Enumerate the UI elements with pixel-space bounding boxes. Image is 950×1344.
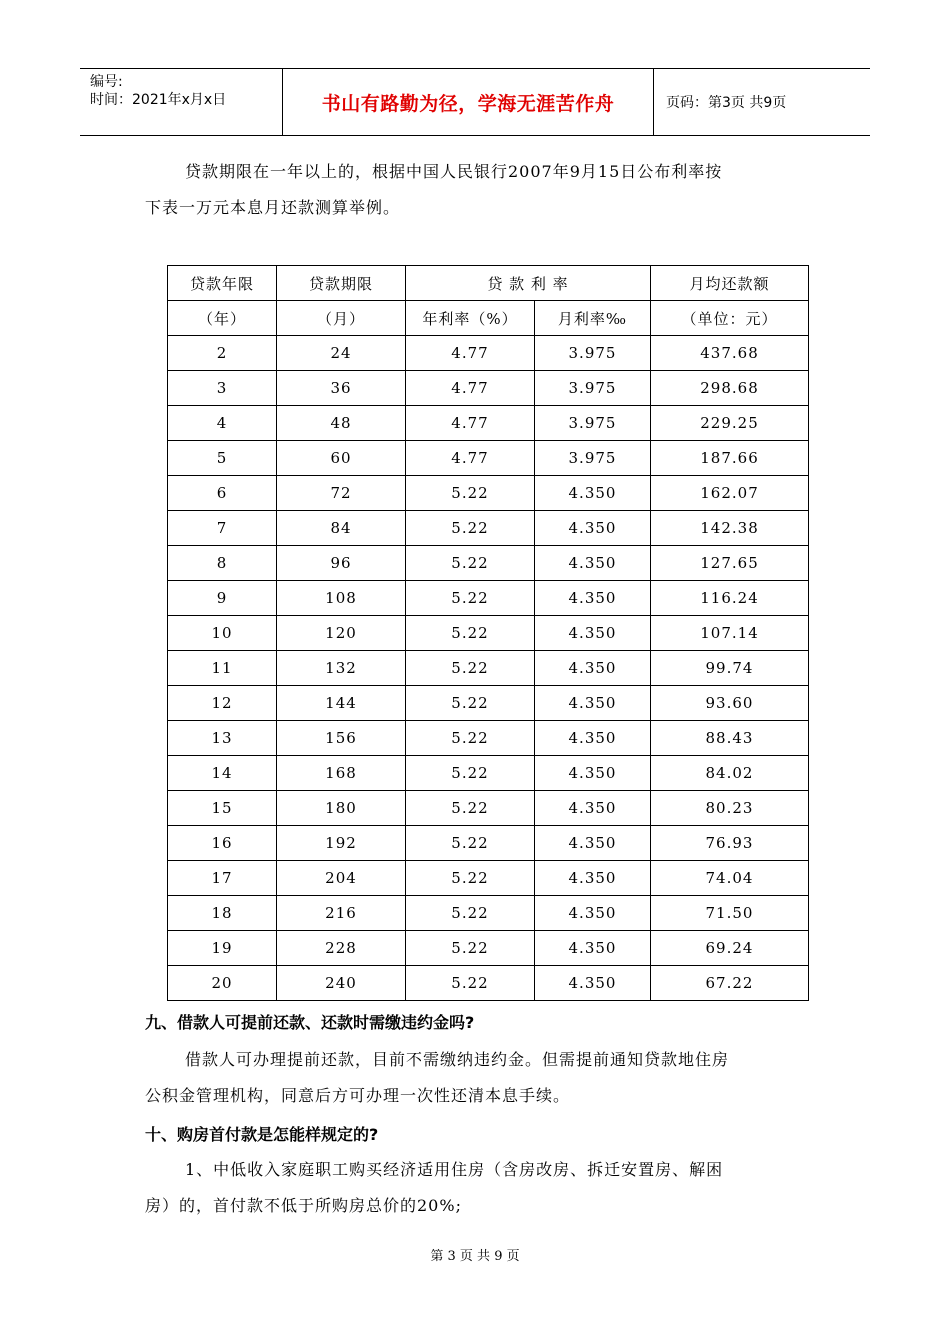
- cell-years: 4: [168, 406, 277, 441]
- table-row: [168, 476, 809, 511]
- intro-paragraph: [145, 154, 805, 226]
- cell-years: 13: [168, 721, 277, 756]
- intro-line-1: 贷款期限在一年以上的，根据中国人民银行2007年9月15日公布利率按: [185, 162, 723, 181]
- table-row: [168, 931, 809, 966]
- cell-payment: 93.60: [651, 686, 809, 721]
- cell-payment: 88.43: [651, 721, 809, 756]
- section-10-line-2: 房）的，首付款不低于所购房总价的20%;: [145, 1196, 462, 1215]
- cell-months: 36: [277, 371, 406, 406]
- cell-annual-rate: 5.22: [406, 581, 535, 616]
- repayment-table: [167, 265, 809, 1001]
- cell-months: 144: [277, 686, 406, 721]
- section-9-line-2: 公积金管理机构，同意后方可办理一次性还清本息手续。: [145, 1086, 571, 1105]
- table-row: [168, 651, 809, 686]
- cell-payment: 187.66: [651, 441, 809, 476]
- cell-annual-rate: 5.22: [406, 826, 535, 861]
- section-9-paragraph: [145, 1042, 805, 1114]
- cell-years: 2: [168, 336, 277, 371]
- cell-annual-rate: 4.77: [406, 371, 535, 406]
- cell-years: 16: [168, 826, 277, 861]
- cell-monthly-rate: 3.975: [535, 336, 651, 371]
- cell-annual-rate: 5.22: [406, 931, 535, 966]
- table-row: [168, 441, 809, 476]
- cell-years: 3: [168, 371, 277, 406]
- cell-years: 11: [168, 651, 277, 686]
- cell-annual-rate: 5.22: [406, 511, 535, 546]
- cell-monthly-rate: 4.350: [535, 861, 651, 896]
- cell-annual-rate: 5.22: [406, 896, 535, 931]
- header-years-unit: （年）: [168, 301, 277, 336]
- cell-payment: 437.68: [651, 336, 809, 371]
- cell-payment: 99.74: [651, 651, 809, 686]
- intro-line-2: 下表一万元本息月还款测算举例。: [145, 198, 401, 217]
- table-body: [168, 336, 809, 1001]
- header-annual-rate: 年利率（%）: [406, 301, 535, 336]
- cell-payment: 67.22: [651, 966, 809, 1001]
- cell-payment: 80.23: [651, 791, 809, 826]
- cell-months: 168: [277, 756, 406, 791]
- cell-monthly-rate: 4.350: [535, 966, 651, 1001]
- cell-months: 204: [277, 861, 406, 896]
- header-meta: [80, 69, 282, 135]
- cell-months: 180: [277, 791, 406, 826]
- table-row: [168, 861, 809, 896]
- header-payment-unit: （单位：元）: [651, 301, 809, 336]
- cell-years: 10: [168, 616, 277, 651]
- cell-years: 7: [168, 511, 277, 546]
- table-row: [168, 546, 809, 581]
- cell-annual-rate: 5.22: [406, 966, 535, 1001]
- cell-years: 20: [168, 966, 277, 1001]
- table-row: [168, 966, 809, 1001]
- table-row: [168, 406, 809, 441]
- table-row: [168, 756, 809, 791]
- cell-payment: 84.02: [651, 756, 809, 791]
- header-years: 贷款年限: [168, 266, 277, 301]
- cell-monthly-rate: 4.350: [535, 826, 651, 861]
- cell-years: 15: [168, 791, 277, 826]
- cell-annual-rate: 5.22: [406, 546, 535, 581]
- cell-annual-rate: 4.77: [406, 406, 535, 441]
- table-row: [168, 511, 809, 546]
- cell-payment: 127.65: [651, 546, 809, 581]
- table-row: [168, 721, 809, 756]
- cell-months: 96: [277, 546, 406, 581]
- cell-monthly-rate: 4.350: [535, 686, 651, 721]
- cell-monthly-rate: 4.350: [535, 511, 651, 546]
- cell-months: 24: [277, 336, 406, 371]
- section-9-heading: 九、借款人可提前还款、还款时需缴违约金吗?: [145, 1013, 475, 1032]
- table-row: [168, 896, 809, 931]
- cell-payment: 69.24: [651, 931, 809, 966]
- cell-annual-rate: 5.22: [406, 476, 535, 511]
- cell-payment: 162.07: [651, 476, 809, 511]
- cell-annual-rate: 4.77: [406, 441, 535, 476]
- document-id-label: 编号:: [90, 74, 123, 90]
- cell-months: 48: [277, 406, 406, 441]
- header-motto: 书山有路勤为径，学海无涯苦作舟: [282, 69, 654, 135]
- cell-annual-rate: 4.77: [406, 336, 535, 371]
- cell-months: 120: [277, 616, 406, 651]
- cell-monthly-rate: 4.350: [535, 721, 651, 756]
- cell-payment: 116.24: [651, 581, 809, 616]
- document-time: 时间：2021年x月x日: [90, 92, 227, 108]
- cell-monthly-rate: 4.350: [535, 616, 651, 651]
- section-10-paragraph: [145, 1152, 805, 1224]
- header-months: 贷款期限: [277, 266, 406, 301]
- cell-monthly-rate: 3.975: [535, 371, 651, 406]
- cell-annual-rate: 5.22: [406, 756, 535, 791]
- cell-payment: 107.14: [651, 616, 809, 651]
- cell-years: 8: [168, 546, 277, 581]
- cell-monthly-rate: 4.350: [535, 651, 651, 686]
- cell-monthly-rate: 3.975: [535, 441, 651, 476]
- cell-annual-rate: 5.22: [406, 721, 535, 756]
- cell-months: 156: [277, 721, 406, 756]
- table-row: [168, 581, 809, 616]
- cell-payment: 298.68: [651, 371, 809, 406]
- cell-years: 19: [168, 931, 277, 966]
- table-row: [168, 791, 809, 826]
- cell-monthly-rate: 4.350: [535, 756, 651, 791]
- cell-months: 84: [277, 511, 406, 546]
- header-monthly-rate: 月利率‰: [535, 301, 651, 336]
- cell-monthly-rate: 4.350: [535, 476, 651, 511]
- cell-monthly-rate: 4.350: [535, 546, 651, 581]
- cell-years: 12: [168, 686, 277, 721]
- cell-years: 18: [168, 896, 277, 931]
- cell-monthly-rate: 4.350: [535, 791, 651, 826]
- cell-payment: 74.04: [651, 861, 809, 896]
- cell-monthly-rate: 4.350: [535, 896, 651, 931]
- cell-annual-rate: 5.22: [406, 616, 535, 651]
- table-row: [168, 336, 809, 371]
- cell-years: 6: [168, 476, 277, 511]
- cell-monthly-rate: 3.975: [535, 406, 651, 441]
- header-page-info: 页码：第3页 共9页: [666, 95, 787, 111]
- section-9-line-1: 借款人可办理提前还款，目前不需缴纳违约金。但需提前通知贷款地住房: [185, 1050, 730, 1069]
- cell-months: 192: [277, 826, 406, 861]
- cell-payment: 229.25: [651, 406, 809, 441]
- cell-years: 17: [168, 861, 277, 896]
- table-row: [168, 826, 809, 861]
- header-rate: 贷 款 利 率: [406, 266, 651, 301]
- cell-months: 228: [277, 931, 406, 966]
- cell-annual-rate: 5.22: [406, 791, 535, 826]
- cell-payment: 142.38: [651, 511, 809, 546]
- cell-months: 132: [277, 651, 406, 686]
- header-payment: 月均还款额: [651, 266, 809, 301]
- cell-annual-rate: 5.22: [406, 861, 535, 896]
- cell-months: 108: [277, 581, 406, 616]
- cell-months: 216: [277, 896, 406, 931]
- page-header: [80, 68, 870, 136]
- table-row: [168, 371, 809, 406]
- table-row: [168, 616, 809, 651]
- cell-monthly-rate: 4.350: [535, 931, 651, 966]
- page-footer: 第 3 页 共 9 页: [430, 1249, 520, 1264]
- cell-payment: 71.50: [651, 896, 809, 931]
- cell-years: 9: [168, 581, 277, 616]
- table-row: [168, 686, 809, 721]
- cell-months: 60: [277, 441, 406, 476]
- header-months-unit: （月）: [277, 301, 406, 336]
- section-10-line-1: 1、中低收入家庭职工购买经济适用住房（含房改房、拆迁安置房、解困: [185, 1160, 724, 1179]
- cell-annual-rate: 5.22: [406, 686, 535, 721]
- section-10-heading: 十、购房首付款是怎能样规定的?: [145, 1125, 379, 1144]
- cell-months: 72: [277, 476, 406, 511]
- cell-monthly-rate: 4.350: [535, 581, 651, 616]
- cell-annual-rate: 5.22: [406, 651, 535, 686]
- cell-years: 5: [168, 441, 277, 476]
- cell-months: 240: [277, 966, 406, 1001]
- cell-payment: 76.93: [651, 826, 809, 861]
- cell-years: 14: [168, 756, 277, 791]
